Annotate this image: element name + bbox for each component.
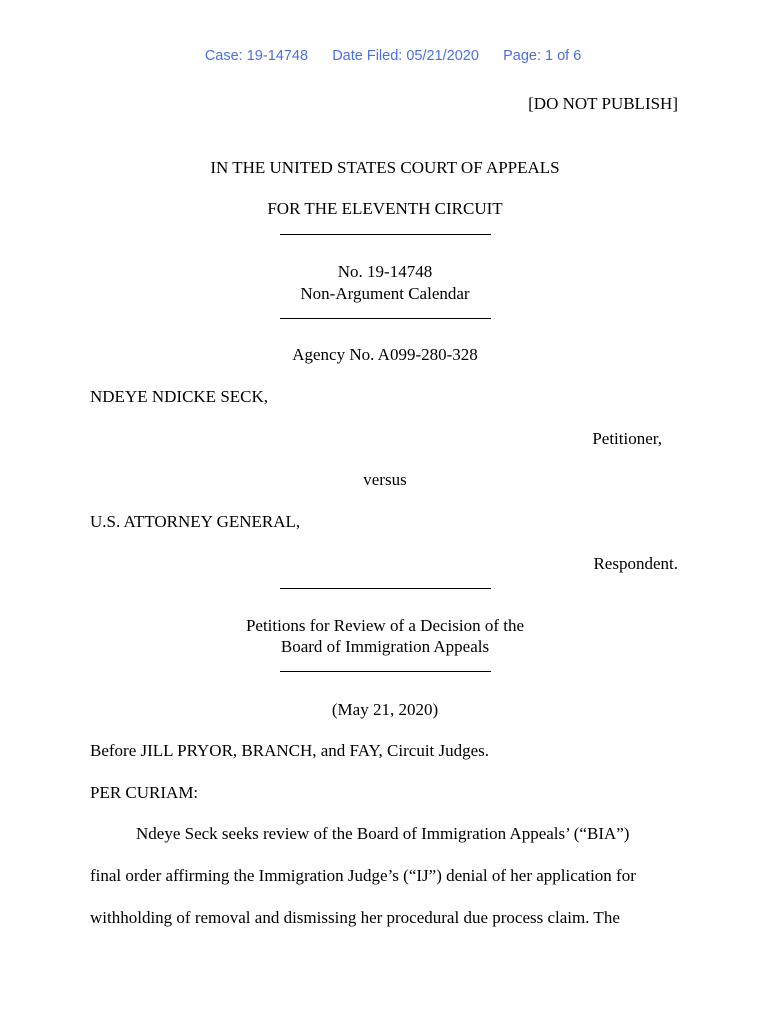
stamp-date-filed: Date Filed: 05/21/2020 [332, 47, 479, 64]
opinion-text-line: Ndeye Seck seeks review of the Board of Immigration Appeals’ (“BIA”) [136, 824, 630, 843]
filing-stamp [0, 34, 770, 78]
opinion-text-line: final order affirming the Immigration Judge’s (“IJ”) denial of her application for [90, 866, 636, 885]
stamp-case-number: Case: 19-14748 [204, 47, 309, 64]
petitioner-role: Petitioner, [592, 429, 662, 448]
respondent-name: U.S. ATTORNEY GENERAL, [90, 512, 301, 531]
petitioner-name: NDEYE NDICKE SECK, [90, 387, 269, 406]
court-name: IN THE UNITED STATES COURT OF APPEALS [210, 158, 560, 177]
per-curiam-heading: PER CURIAM: [90, 783, 199, 802]
calendar-type: Non-Argument Calendar [300, 284, 470, 303]
petition-description-line2: Board of Immigration Appeals [280, 637, 490, 656]
separator-rule [280, 318, 491, 319]
respondent-role: Respondent. [593, 554, 678, 573]
versus-label: versus [363, 470, 407, 489]
agency-number: Agency No. A099-280-328 [292, 345, 478, 364]
opinion-text-line: withholding of removal and dismissing her procedural due process claim. The [90, 908, 620, 927]
circuit-name: FOR THE ELEVENTH CIRCUIT [267, 199, 503, 218]
case-number: No. 19-14748 [337, 262, 433, 281]
petition-description-line1: Petitions for Review of a Decision of the [245, 616, 525, 635]
separator-rule [280, 234, 491, 235]
stamp-page-count: Page: 1 of 6 [503, 47, 582, 64]
separator-rule [280, 671, 491, 672]
separator-rule [280, 588, 491, 589]
decision-date: (May 21, 2020) [331, 700, 439, 719]
publish-tag: [DO NOT PUBLISH] [528, 94, 678, 113]
panel-judges: Before JILL PRYOR, BRANCH, and FAY, Circuit Judges. [90, 741, 490, 760]
